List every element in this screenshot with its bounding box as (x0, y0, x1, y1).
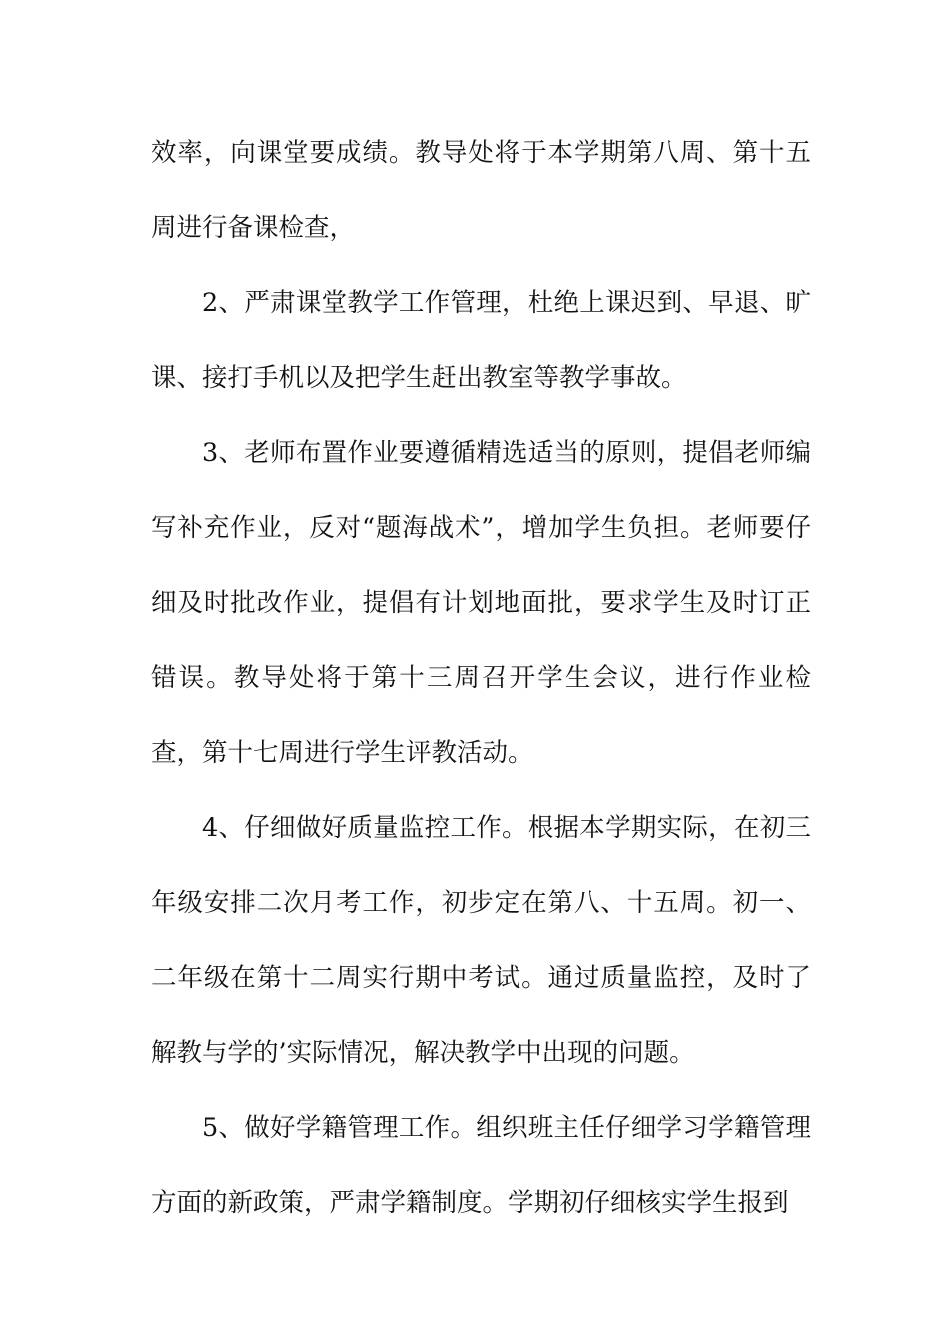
paragraph-1 (151, 116, 811, 266)
paragraph-text-line: 3、老师布置作业要遵循精选适当的原则，提倡老师编 (202, 438, 811, 468)
paragraph-2 (151, 266, 811, 416)
paragraph-text-line: 效率，向课堂要成绩。教导处将于本学期第八周、第十五 (151, 138, 811, 168)
paragraph-text-line: 查，第十七周进行学生评教活动。 (151, 738, 534, 768)
paragraph-text-line: 二年级在第十二周实行期中考试。通过质量监控，及时了 (151, 963, 811, 993)
paragraph-3 (151, 416, 811, 791)
paragraph-text-line: 方面的新政策，严肃学籍制度。学期初仔细核实学生报到 (151, 1188, 789, 1218)
paragraph-text-line: 写补充作业，反对“题海战术”，增加学生负担。老师要 (151, 513, 786, 543)
paragraph-text-line: 周进行备课检查， (151, 213, 356, 243)
paragraph-text-line: 2、严肃课堂教学工作管理，杜绝上课迟到、早退、旷 (202, 288, 811, 318)
paragraph-5 (151, 1091, 811, 1241)
document-body (151, 116, 811, 1241)
paragraph-text-line: 年级安排二次月考工作，初步定在第八、十五周。初一、 (151, 888, 811, 918)
paragraph-text-line: 仔细及时批改作业，提倡有计划地面批，要求学生及时订 (151, 513, 811, 618)
paragraph-text-line: 5、做好学籍管理工作。组织班主任仔细学习学籍管理 (202, 1113, 811, 1143)
paragraph-text-line: 正错误。教导处将于第十三周召开学生会议，进行作业检 (151, 588, 811, 693)
paragraph-text-line: 4、仔细做好质量监控工作。根据本学期实际，在初三 (202, 813, 811, 843)
paragraph-text-line: 解教与学的’实际情况，解决教学中出现的问题。 (151, 1038, 695, 1068)
paragraph-4 (151, 791, 811, 1091)
paragraph-text-line: 课、接打手机以及把学生赶出教室等教学事故。 (151, 363, 687, 393)
